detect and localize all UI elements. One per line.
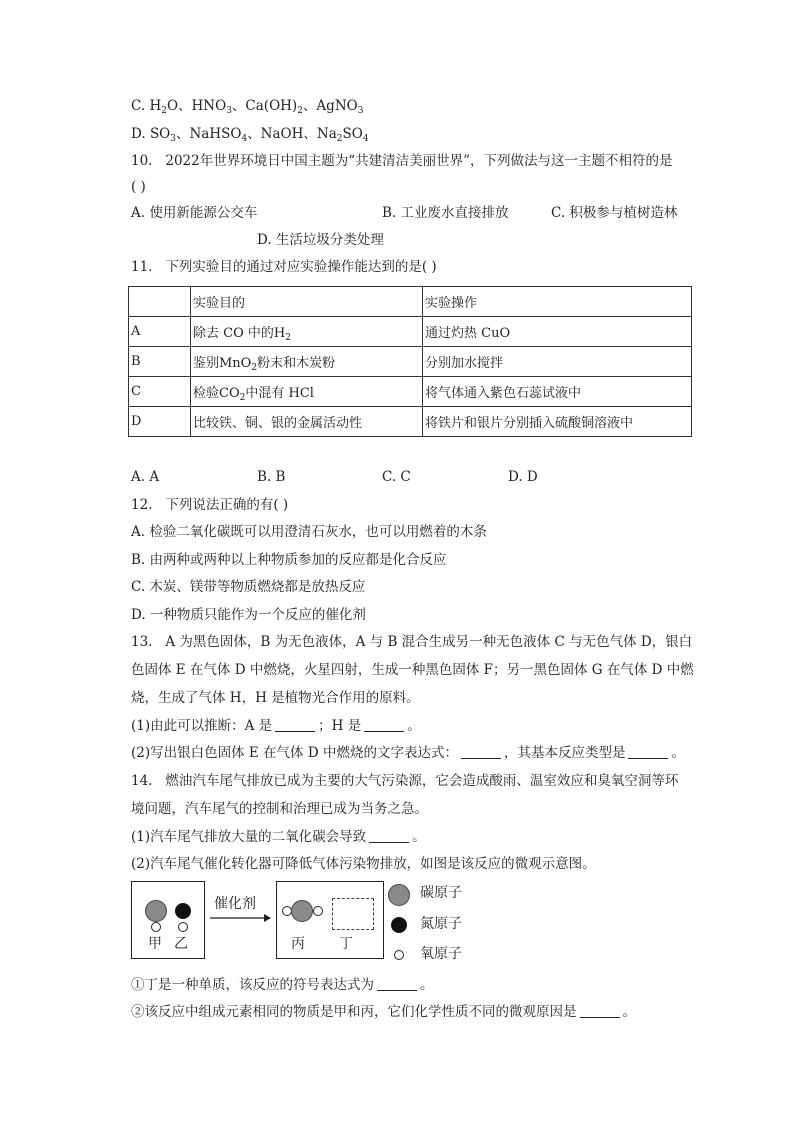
q14-sub2: (2)汽车尾气催化转化器可降低气体污染物排放，如图是该反应的微观示意图。 bbox=[131, 856, 596, 872]
answer-blank[interactable] bbox=[377, 976, 417, 991]
q13-number: 13. bbox=[131, 634, 153, 650]
unknown-product-box bbox=[332, 898, 374, 930]
q14-stem-line2: 境问题，汽车尾气的控制和治理已成为当务之急。 bbox=[131, 801, 428, 817]
legend-carbon-label: 碳原子 bbox=[420, 885, 462, 901]
row-label: C bbox=[129, 377, 191, 407]
row-operation: 通过灼热 CuO bbox=[423, 317, 692, 347]
q14-stem-line1: 14. 燃油汽车尾气排放已成为主要的大气污染源，它会造成酸雨、温室效应和臭氧空洞等环 bbox=[131, 773, 679, 789]
table-header-purpose: 实验目的 bbox=[191, 287, 423, 317]
answer-blank[interactable] bbox=[364, 717, 404, 732]
row-operation: 分别加水搅拌 bbox=[423, 347, 692, 377]
row-purpose: 除去 CO 中的$H_2$ bbox=[191, 317, 423, 347]
row-label: B bbox=[129, 347, 191, 377]
q13-sub2: (2)写出银白色固体 E 在气体 D 中燃烧的文字表达式： ，其基本反应类型是 。 bbox=[131, 745, 685, 761]
oxygen-atom bbox=[313, 906, 323, 916]
q11-option-d: D. D bbox=[508, 469, 538, 485]
q12-option-d: D. 一种物质只能作为一个反应的催化剂 bbox=[131, 607, 366, 623]
q14-sub1: (1)汽车尾气排放大量的二氧化碳会导致 。 bbox=[131, 829, 426, 845]
q13-stem-line2: 色固体 E 在气体 D 中燃烧，火星四射，生成一种黑色固体 F；另一黑色固体 G 在气体 D 中燃 bbox=[131, 662, 694, 678]
oxygen-atom bbox=[151, 922, 161, 932]
legend-oxygen-icon bbox=[394, 950, 404, 960]
oxygen-atom bbox=[178, 922, 188, 932]
legend-nitrogen-label: 氮原子 bbox=[420, 916, 462, 932]
q10-paren: ( ) bbox=[131, 179, 146, 195]
table-header-operation: 实验操作 bbox=[423, 287, 692, 317]
q12-text: 下列说法正确的有( ) bbox=[165, 497, 289, 513]
row-purpose: 检验$CO_2$中混有 HCl bbox=[191, 377, 423, 407]
q12-stem bbox=[131, 495, 288, 515]
label-ding: 丁 bbox=[339, 936, 353, 952]
q10-option-b: B. 工业废水直接排放 bbox=[382, 205, 509, 221]
q10-option-a: A. 使用新能源公交车 bbox=[131, 205, 258, 221]
q10-stem bbox=[131, 151, 673, 171]
q11-number: 11. bbox=[131, 259, 153, 275]
table-row bbox=[129, 377, 692, 407]
catalyst-label: 催化剂 bbox=[214, 896, 256, 912]
table-cell bbox=[129, 287, 191, 317]
label-bing: 丙 bbox=[291, 936, 305, 952]
row-purpose: 鉴别MnO$_2$粉末和木炭粉 bbox=[191, 347, 423, 377]
q12-number: 12. bbox=[131, 497, 153, 513]
q10-option-d: D. 生活垃圾分类处理 bbox=[257, 232, 384, 248]
answer-blank[interactable] bbox=[275, 717, 315, 732]
row-label: D bbox=[129, 407, 191, 437]
label-yi: 乙 bbox=[174, 936, 188, 952]
legend-oxygen-label: 氧原子 bbox=[420, 946, 462, 962]
q9-option-d: D. $SO_3$、NaHSO$_4$、NaOH、$Na_2SO_4$ bbox=[131, 126, 369, 144]
q11-option-b: B. B bbox=[257, 469, 286, 485]
q11-text: 下列实验目的通过对应实验操作能达到的是( ) bbox=[165, 259, 437, 275]
q10-option-c: C. 积极参与植树造林 bbox=[551, 205, 678, 221]
q12-option-a: A. 检验二氧化碳既可以用澄清石灰水，也可以用燃着的木条 bbox=[131, 524, 487, 540]
table-row bbox=[129, 407, 692, 437]
carbon-atom bbox=[291, 900, 313, 922]
q13-stem-line1: 13. A 为黑色固体，B 为无色液体，A 与 B 混合生成另一种无色液体 C 与无色气体 D，银白 bbox=[131, 634, 693, 650]
q12-option-b: B. 由两种或两种以上种物质参加的反应都是化合反应 bbox=[131, 552, 447, 568]
q13-sub1: (1)由此可以推断：A 是 ；H 是 。 bbox=[131, 718, 421, 734]
q12-option-c: C. 木炭、镁带等物质燃烧都是放热反应 bbox=[131, 579, 366, 595]
nitrogen-atom bbox=[175, 903, 191, 919]
experiment-table bbox=[128, 286, 692, 437]
q10-text: 2022年世界环境日中国主题为“共建清洁美丽世界”，下列做法与这一主题不相符的是 bbox=[165, 153, 673, 169]
q11-option-a: A. A bbox=[131, 469, 160, 485]
reaction-arrow-icon bbox=[208, 913, 272, 923]
q14-c1: ①丁是一种单质，该反应的符号表达式为 。 bbox=[131, 977, 434, 993]
q11-stem bbox=[131, 257, 437, 277]
q14-c2: ②该反应中组成元素相同的物质是甲和丙，它们化学性质不同的微观原因是 。 bbox=[131, 1004, 636, 1020]
reactants-box bbox=[131, 881, 205, 959]
q9-option-c: C. $H_2O$、$HNO_3$、$Ca(OH)_2$、AgNO$_3$ bbox=[131, 98, 364, 116]
table-row bbox=[129, 317, 692, 347]
legend-nitrogen-icon bbox=[391, 917, 407, 933]
q13-stem-line3: 烧，生成了气体 H，H 是植物光合作用的原料。 bbox=[131, 690, 420, 706]
answer-blank[interactable] bbox=[369, 828, 409, 843]
q10-number: 10. bbox=[131, 153, 153, 169]
q11-option-c: C. C bbox=[382, 469, 411, 485]
q14-number: 14. bbox=[131, 773, 153, 789]
carbon-atom bbox=[145, 900, 167, 922]
answer-blank[interactable] bbox=[580, 1003, 620, 1018]
table-row bbox=[129, 347, 692, 377]
answer-blank[interactable] bbox=[628, 744, 668, 759]
row-operation: 将气体通入紫色石蕊试液中 bbox=[423, 377, 692, 407]
products-box bbox=[276, 881, 384, 959]
table-header-row bbox=[129, 287, 692, 317]
legend-carbon-icon bbox=[388, 884, 410, 906]
row-label: A bbox=[129, 317, 191, 347]
label-jia: 甲 bbox=[148, 936, 162, 952]
answer-blank[interactable] bbox=[461, 744, 501, 759]
row-operation: 将铁片和银片分别插入硫酸铜溶液中 bbox=[423, 407, 692, 437]
row-purpose: 比较铁、铜、银的金属活动性 bbox=[191, 407, 423, 437]
